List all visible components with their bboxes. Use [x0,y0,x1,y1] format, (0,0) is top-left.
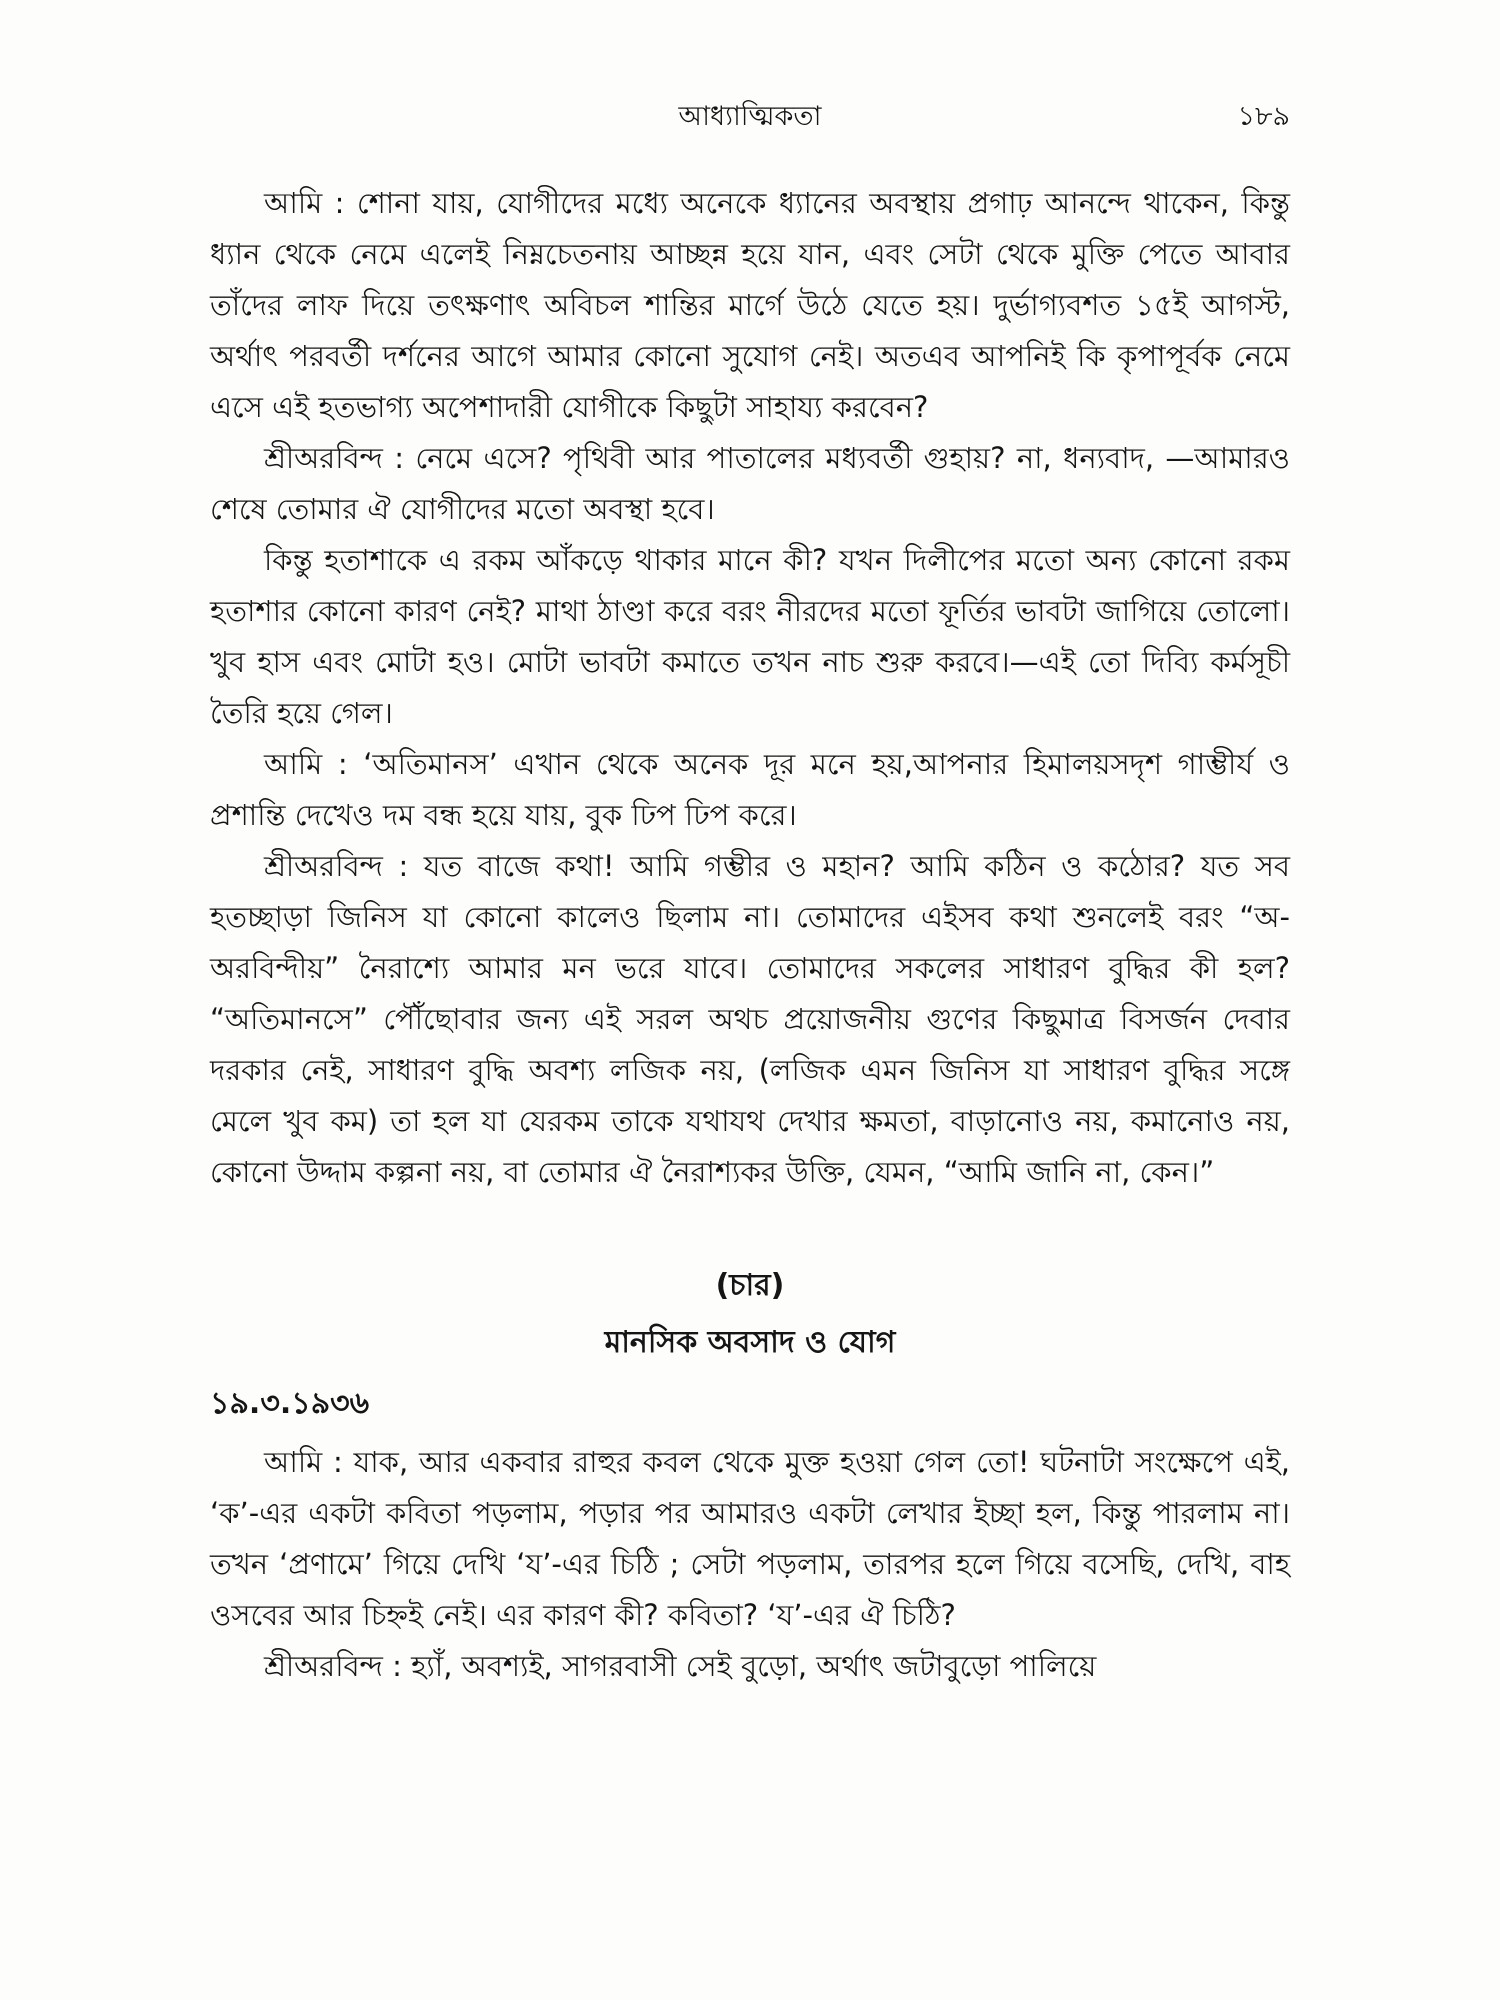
paragraph: কিন্তু হতাশাকে এ রকম আঁকড়ে থাকার মানে কী? যখন দিলীপের মতো অন্য কোনো রকম হতাশার কোনো কারণ নেই? মাথা ঠাণ্ডা করে বরং নীরদের মতো ফূর্তির ভাবটা জাগিয়ে তোলো। খুব হাস এবং মোটা হও। মোটা ভাবটা কমাতে তখন নাচ শুরু করবে।—এই তো দিব্যি কর্মসূচী তৈরি হয়ে গেল। [210,543,1290,730]
page-number: ১৮৯ [1237,101,1290,132]
section-title: মানসিক অবসাদ ও যোগ [604,1325,896,1360]
running-head-title: আধ্যাত্মিকতা [678,101,822,132]
paragraph: শ্রীঅরবিন্দ : যত বাজে কথা! আমি গম্ভীর ও মহান? আমি কঠিন ও কঠোর? যত সব হতচ্ছাড়া জিনিস যা কোনো কালেও ছিলাম না। তোমাদের এইসব কথা শুনলেই বরং “অ-অরবিন্দীয়” নৈরাশ্যে আমার মন ভরে যাবে। তোমাদের সকলের সাধারণ বুদ্ধির কী হল? “অতিমানসে” পৌঁছোবার জন্য এই সরল অথচ প্রয়োজনীয় গুণের কিছুমাত্র বিসর্জন দেবার দরকার নেই, সাধারণ বুদ্ধি অবশ্য লজিক নয়, (লজিক এমন জিনিস যা সাধারণ বুদ্ধির সঙ্গে মেলে খুব কম) তা হল যা যেরকম তাকে যথাযথ দেখার ক্ষমতা, বাড়ানোও নয়, কমানোও নয়, কোনো উদ্দাম কল্পনা নয়, বা তোমার ঐ নৈরাশ্যকর উক্তি, যেমন, “আমি জানি না, কেন।” [210,849,1290,1189]
paragraph: আমি : যাক, আর একবার রাহুর কবল থেকে মুক্ত হওয়া গেল তো! ঘটনাটা সংক্ষেপে এই, ‘ক’-এর একটা কবিতা পড়লাম, পড়ার পর আমারও একটা লেখার ইচ্ছা হল, কিন্তু পারলাম না। তখন ‘প্রণামে’ গিয়ে দেখি ‘য’-এর চিঠি ; সেটা পড়লাম, তারপর হলে গিয়ে বসেছি, দেখি, বাহ ওসবের আর চিহ্নই নেই। এর কারণ কী? কবিতা? ‘য’-এর ঐ চিঠি? [210,1445,1290,1632]
paragraph: শ্রীঅরবিন্দ : নেমে এসে? পৃথিবী আর পাতালের মধ্যবর্তী গুহায়? না, ধন্যবাদ, —আমারও শেষে তোমার ঐ যোগীদের মতো অবস্থা হবে। [210,441,1290,526]
paragraph: আমি : ‘অতিমানস’ এখান থেকে অনেক দূর মনে হয়,আপনার হিমালয়সদৃশ গাম্ভীর্য ও প্রশান্তি দেখেও দম বন্ধ হয়ে যায়, বুক ঢিপ ঢিপ করে। [210,747,1290,832]
section-number: (চার) [715,1268,785,1303]
paragraph: আমি : শোনা যায়, যোগীদের মধ্যে অনেকে ধ্যানের অবস্থায় প্রগাঢ় আনন্দে থাকেন, কিন্তু ধ্যান থেকে নেমে এলেই নিম্নচেতনায় আচ্ছন্ন হয়ে যান, এবং সেটা থেকে মুক্তি পেতে আবার তাঁদের লাফ দিয়ে তৎক্ষণাৎ অবিচল শান্তির মার্গে উঠে যেতে হয়। দুর্ভাগ্যবশত ১৫ই আগস্ট, অর্থাৎ পরবর্তী দর্শনের আগে আমার কোনো সুযোগ নেই। অতএব আপনিই কি কৃপাপূর্বক নেমে এসে এই হতভাগ্য অপেশাদারী যোগীকে কিছুটা সাহায্য করবেন? [210,186,1290,424]
running-header [210,92,1290,142]
body-text [210,178,1290,1692]
paragraph: শ্রীঅরবিন্দ : হ্যাঁ, অবশ্যই, সাগরবাসী সেই বুড়ো, অর্থাৎ জটাবুড়ো পালিয়ে [264,1649,1097,1683]
entry-date: ১৯.৩.১৯৩৬ [210,1386,370,1421]
